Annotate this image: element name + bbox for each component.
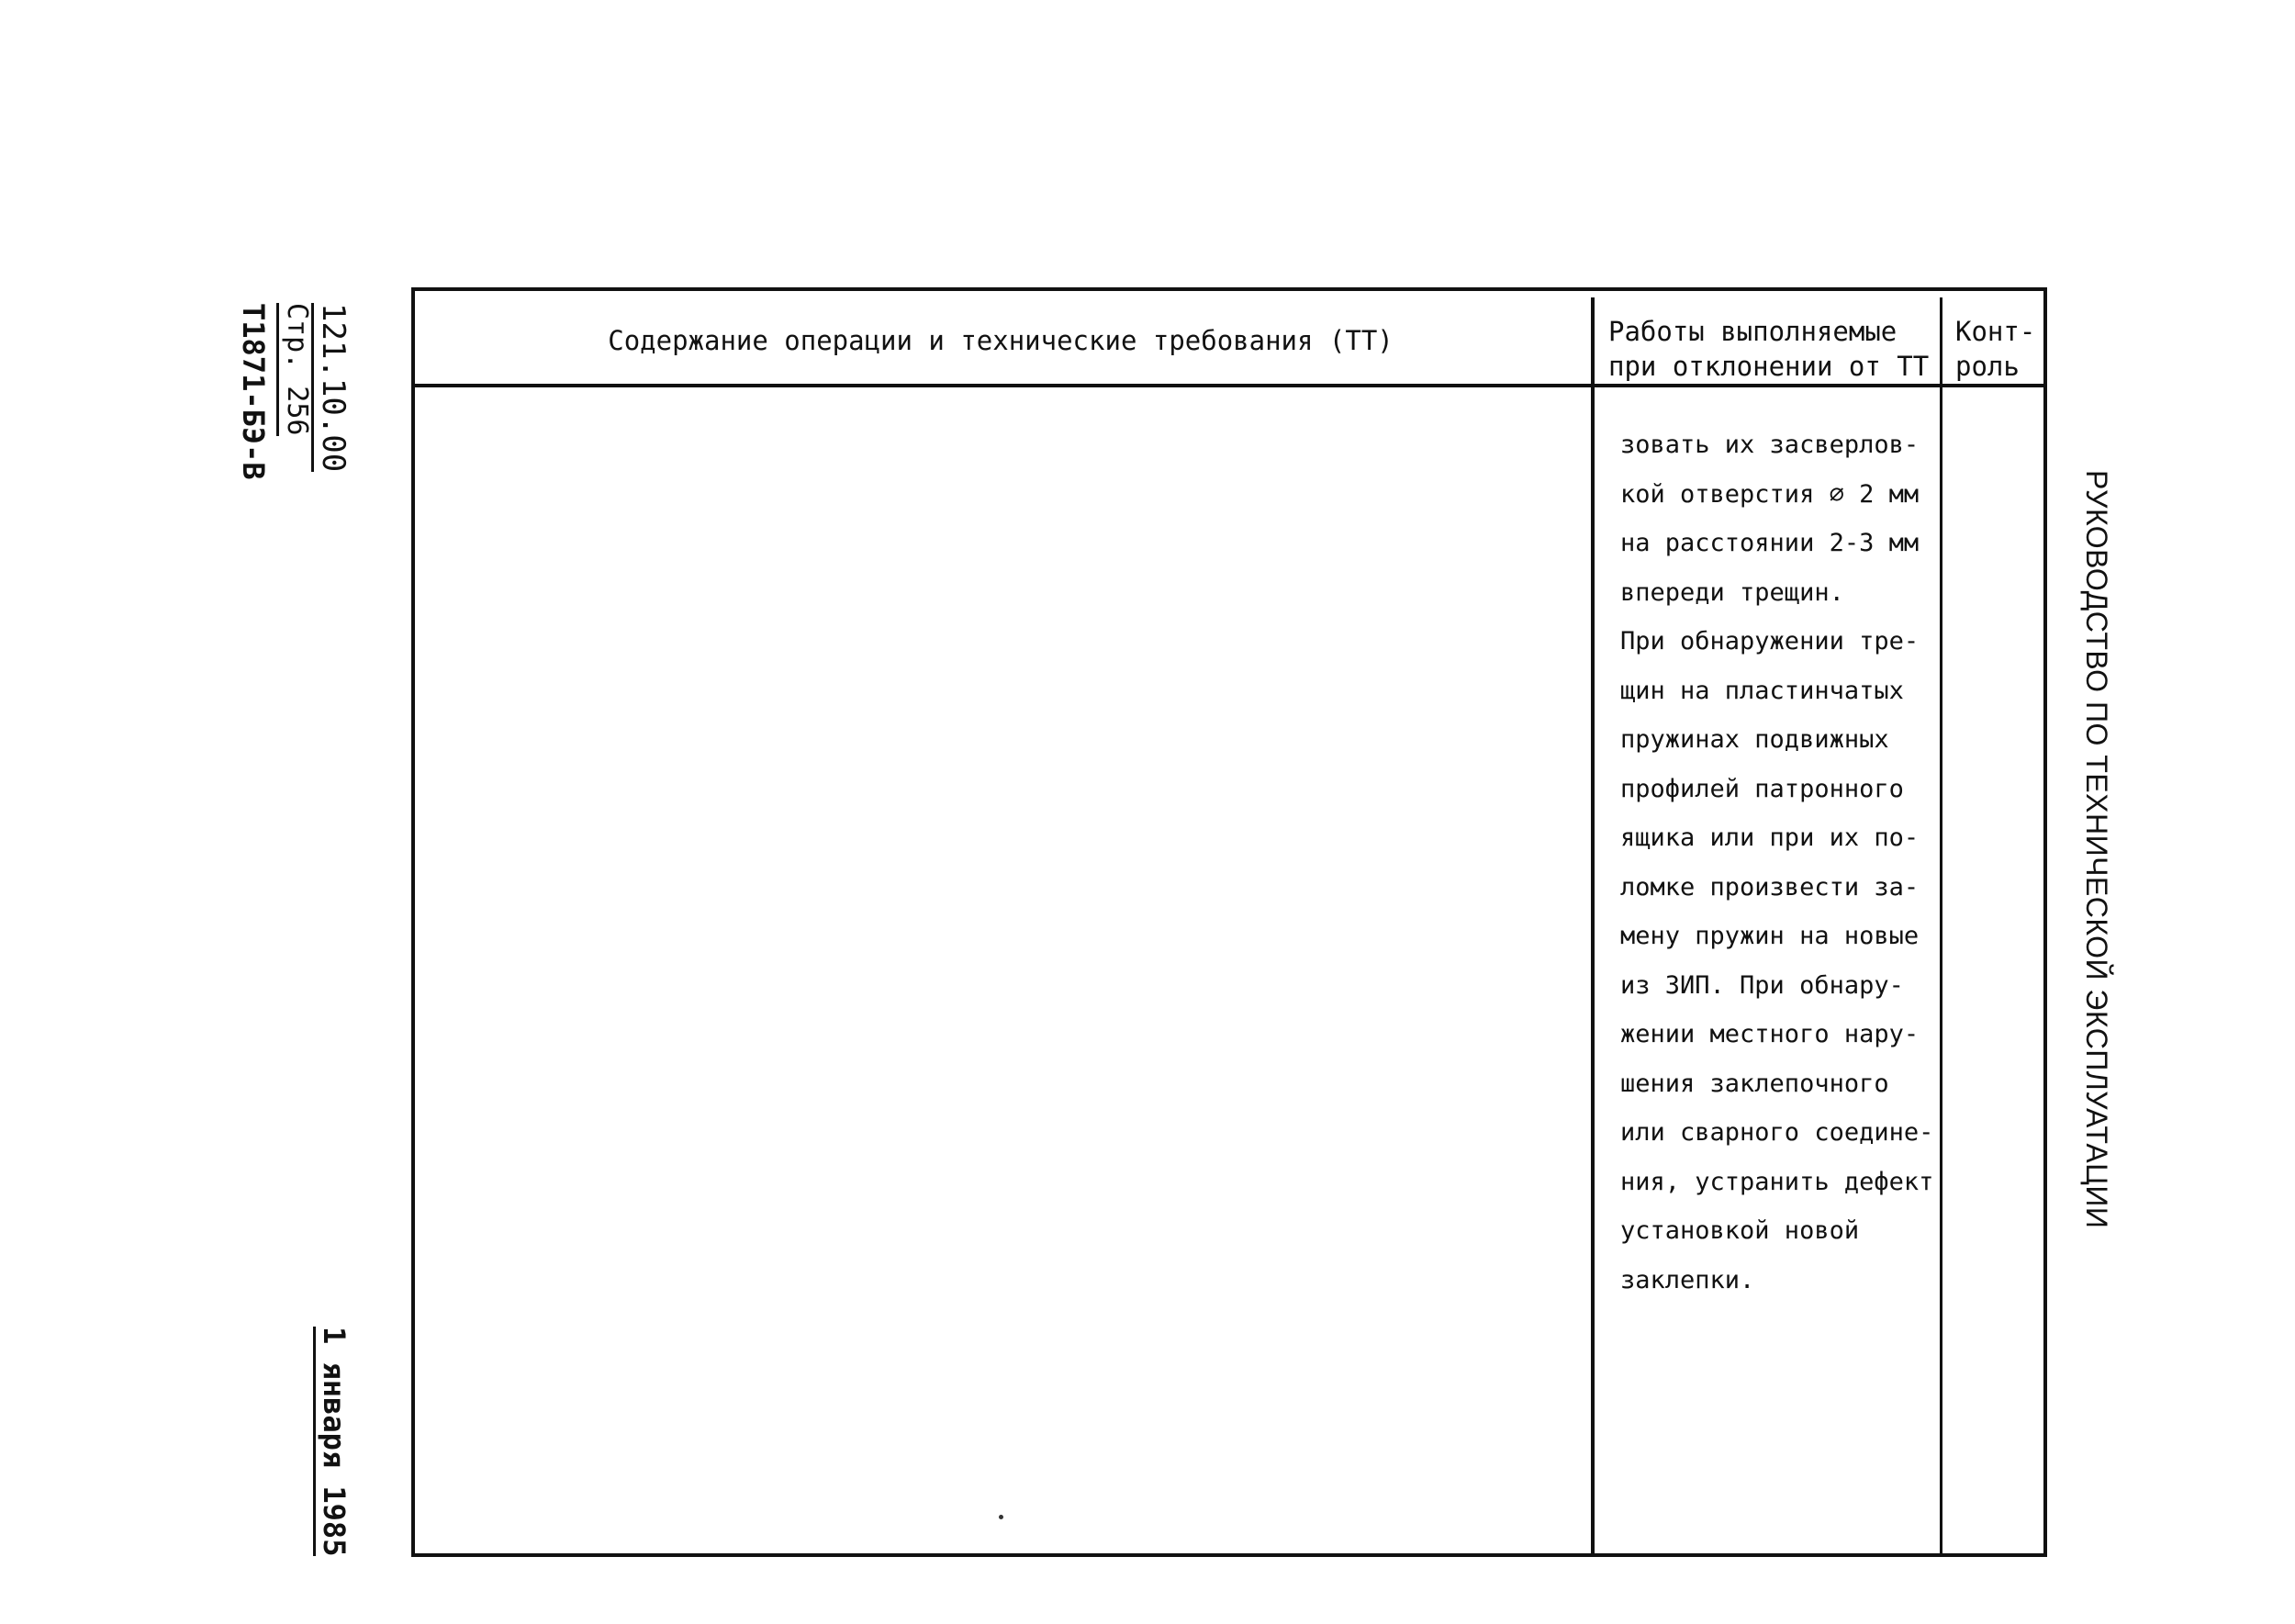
issue-date: 1 января 1985 bbox=[313, 1327, 349, 1556]
header-work-line2: при отклонении от ТТ bbox=[1608, 351, 1930, 382]
table-border-bottom bbox=[411, 1553, 2047, 1557]
scan-dot bbox=[999, 1515, 1003, 1519]
work-text-line: из ЗИП. При обнару- bbox=[1620, 970, 1904, 1000]
work-text-line: При обнаружении тре- bbox=[1620, 627, 1920, 655]
work-text-line: шения заклепочного bbox=[1620, 1069, 1889, 1098]
work-text-line: на расстоянии 2-3 мм bbox=[1620, 529, 1920, 557]
work-text-line: мену пружин на новые bbox=[1620, 922, 1920, 950]
header-control bbox=[1955, 314, 2047, 384]
work-text-line: впереди трещин. bbox=[1620, 577, 1844, 607]
work-text-line: установкой новой bbox=[1620, 1216, 1860, 1245]
header-control-line1: Конт- bbox=[1955, 316, 2036, 347]
work-text-line: ящика или при их по- bbox=[1620, 823, 1920, 852]
work-text-line: жении местного нару- bbox=[1620, 1020, 1920, 1048]
work-text-line: ломке произвести за- bbox=[1620, 872, 1920, 902]
header-control-line2: роль bbox=[1955, 351, 2020, 382]
work-text-line: пружинах подвижных bbox=[1620, 725, 1889, 754]
header-divider bbox=[411, 384, 2047, 387]
column-divider-1 bbox=[1591, 297, 1595, 1555]
header-operation: Содержание операции и технические требования (ТТ) bbox=[608, 325, 1394, 356]
work-text-line: заклепки. bbox=[1620, 1265, 1755, 1294]
work-text bbox=[1620, 420, 1951, 1305]
table-border-left bbox=[411, 287, 415, 1557]
table-border-top bbox=[411, 287, 2047, 291]
page-number: Стр. 256 bbox=[276, 303, 310, 436]
work-text-line: профилей патронного bbox=[1620, 774, 1904, 803]
manual-title: РУКОВОДСТВО ПО ТЕХНИЧЕСКОЙ ЭКСПЛУАТАЦИИ bbox=[2080, 470, 2113, 1229]
work-text-line: щин на пластинчатых bbox=[1620, 676, 1904, 705]
table-border-right bbox=[2043, 287, 2047, 1557]
work-text-line: или сварного соедине- bbox=[1620, 1118, 1934, 1147]
header-work-line1: Работы выполняемые bbox=[1608, 316, 1898, 347]
document-code: T1871-БЭ-В bbox=[236, 303, 271, 480]
work-text-line: зовать их засверлов- bbox=[1620, 431, 1920, 459]
work-text-line: ния, устранить дефект bbox=[1620, 1167, 1934, 1196]
section-code: 121.10.00 bbox=[311, 303, 349, 472]
header-work bbox=[1608, 314, 1939, 384]
work-text-line: кой отверстия ∅ 2 мм bbox=[1620, 479, 1920, 509]
